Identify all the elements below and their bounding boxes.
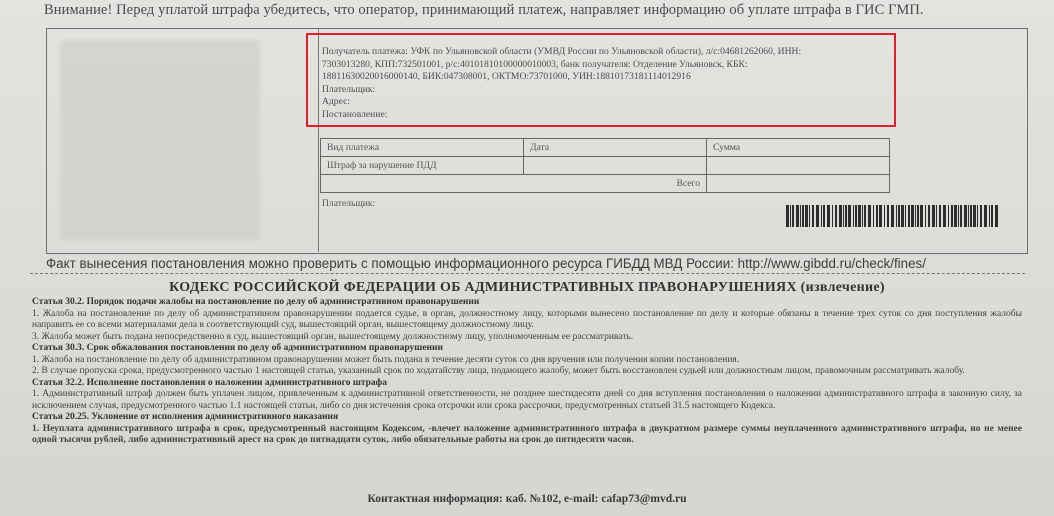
blurred-left-panel [60, 40, 260, 240]
address-label: Адрес: [322, 96, 351, 107]
cell-total [707, 175, 890, 193]
contact-info: Контактная информация: каб. №102, e-mail: cafap73@mvd.ru [367, 493, 687, 505]
payment-table [320, 138, 890, 193]
cell-date [524, 157, 707, 175]
codex-articles [32, 297, 1022, 447]
payer-label-2: Плательщик: [322, 198, 376, 209]
article-30-3-part-1: 1. Жалоба на постановление по делу об административном правонарушении может быть подана в течение десяти суток со дня вручения или получения копии постановления. [32, 354, 740, 365]
payment-warning: Внимание! Перед уплатой штрафа убедитесь, что оператор, принимающий платеж, направляет информацию об уплате штрафа в ГИС ГМП. [44, 2, 924, 18]
article-32-2-title: Статья 32.2. Исполнение постановления о наложении административного штрафа [32, 377, 387, 388]
header-amount: Сумма [707, 139, 890, 157]
cell-amount [707, 157, 890, 175]
cell-payment-type: Штраф за нарушение ПДД [321, 157, 524, 175]
article-30-2-part-3: 3. Жалоба может быть подана непосредственно в суд, вышестоящий орган, вышестоящему должностному лицу, уполномоченным ее рассматривать. [32, 331, 634, 342]
cut-line [30, 273, 1025, 274]
gibdd-check-line: Факт вынесения постановления можно проверить с помощью информационного ресурса ГИБДД МВД России: http://www.gibdd.ru/check/fines/ [46, 256, 926, 271]
payee-line-2: 7303013280, КПП:732501001, р/с:40101810100000010003, банк получателя: Отделение Ульяновск, КБК: [322, 58, 748, 70]
table-total-row [321, 175, 890, 193]
article-30-2-title: Статья 30.2. Порядок подачи жалобы на постановление по делу об административном правонарушении [32, 297, 480, 307]
total-label: Всего [321, 175, 707, 193]
highlight-box [306, 33, 896, 127]
article-30-3-title: Статья 30.3. Срок обжалования постановления по делу об административном правонарушении [32, 343, 443, 353]
payee-line-1: Получатель платежа: УФК по Ульяновской области (УМВД России по Ульяновской области), л/с:04681262060, ИНН: [322, 46, 802, 57]
decree-label: Постановление: [322, 108, 388, 120]
article-32-2-part-1: 1. Административный штраф должен быть уплачен лицом, привлеченным к административной ответственности, не позднее шестидесяти дней со дня вступления постановления о наложении административного штрафа в законную силу, за исключением случая, предусмотренного частью 1.1 настоящей статьи, либо со дня истечения срока отсрочки или срока рассрочки, предусмотренных статьей 31.5 настоящего Кодекса. [32, 389, 1022, 411]
table-header-row [321, 139, 890, 157]
article-30-2-part-1: 1. Жалоба на постановление по делу об административном правонарушении подается судье, в орган, должностному лицу, которыми вынесено постановление по делу и которые обязаны в течение трех суток со дня поступления жалобы направить ее со всеми материалами дела в соответствующий суд, вышестоящий орган, вышестоящему должностному лицу. [32, 308, 1022, 330]
table-row [321, 157, 890, 175]
article-30-3-part-2: 2. В случае пропуска срока, предусмотренного частью 1 настоящей статьи, указанный срок по ходатайству лица, подающего жалобу, может быть восстановлен судьей или должностным лицом, правомочным рассматривать жалобу. [32, 366, 965, 376]
codex-title: КОДЕКС РОССИЙСКОЙ ФЕДЕРАЦИИ ОБ АДМИНИСТРАТИВНЫХ ПРАВОНАРУШЕНИЯХ (извлечение) [169, 280, 885, 295]
payer-label: Плательщик: [322, 83, 376, 95]
payee-line-3: 18811630020016000140, БИК:047308001, ОКТМО:73701000, УИН:18810173181114012916 [322, 71, 691, 82]
article-20-25-title: Статья 20.25. Уклонение от исполнения административного наказания [32, 412, 339, 422]
barcode-image [786, 205, 1000, 227]
header-date: Дата [524, 139, 707, 157]
article-20-25-part-1: 1. Неуплата административного штрафа в срок, предусмотренный настоящим Кодексом, -влечет наложение административного штрафа в двукратном размере суммы неуплаченного административного штрафа, но не менее одной тысячи рублей, либо административный арест на срок до пятнадцати суток, либо обязательные работы на срок до пятидесяти часов. [32, 423, 1022, 445]
header-payment-type: Вид платежа [321, 139, 524, 157]
